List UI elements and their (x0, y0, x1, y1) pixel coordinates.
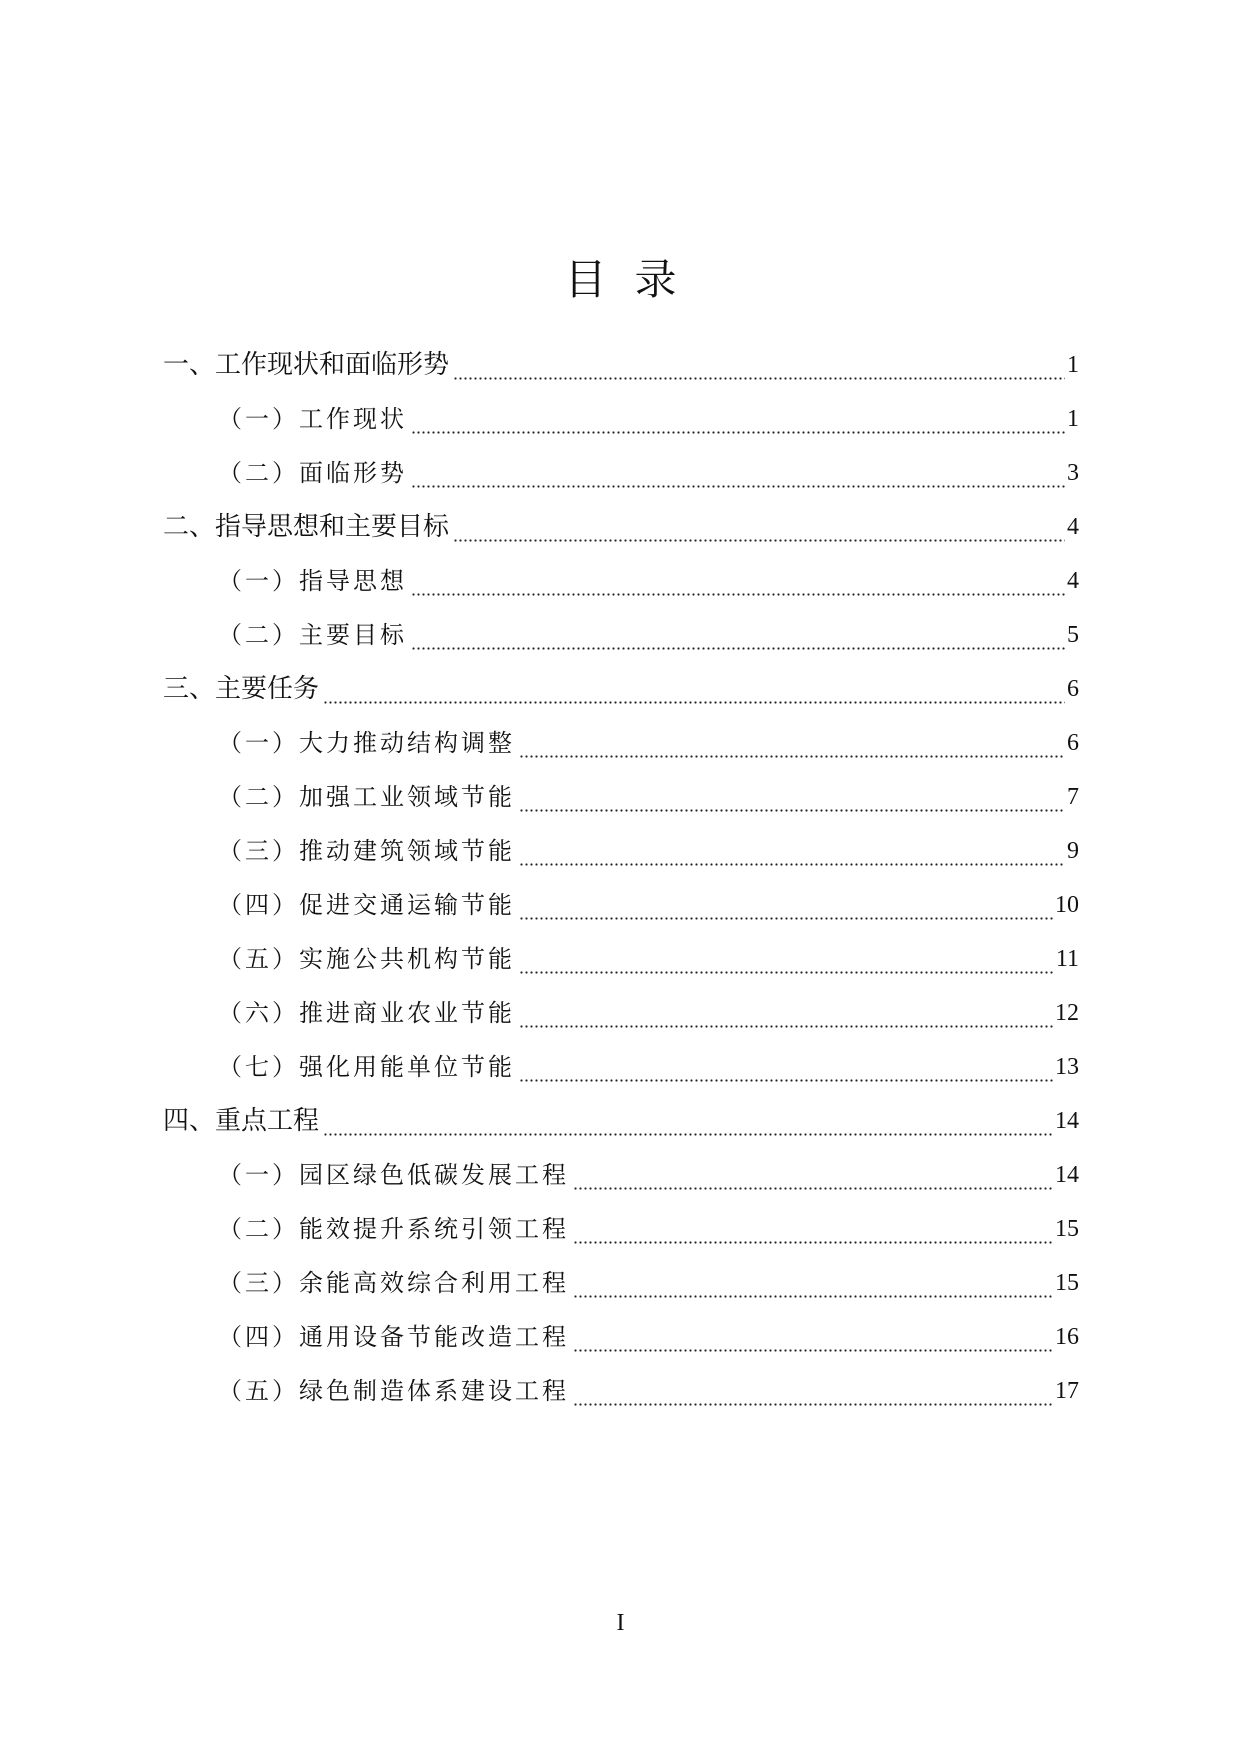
toc-entry-label: （五）实施公共机构节能 (218, 945, 515, 973)
toc-section-entry (218, 453, 1079, 493)
toc-entry-page-number: 15 (1055, 1216, 1079, 1242)
toc-dot-leader (411, 453, 1065, 493)
toc-entry-page-number: 1 (1067, 406, 1079, 432)
toc-section-entry (218, 993, 1079, 1033)
toc-dot-leader (323, 1101, 1053, 1141)
toc-entry-label: （二）能效提升系统引领工程 (218, 1215, 569, 1243)
toc-entry-label: （五）绿色制造体系建设工程 (218, 1377, 569, 1405)
toc-entry-page-number: 13 (1055, 1054, 1079, 1080)
toc-entry-page-number: 6 (1067, 676, 1079, 702)
toc-dot-leader (411, 615, 1065, 655)
toc-entry-page-number: 10 (1055, 892, 1079, 918)
toc-entry-page-number: 5 (1067, 622, 1079, 648)
toc-section-entry (218, 777, 1079, 817)
toc-entry-page-number: 9 (1067, 838, 1079, 864)
toc-entry-page-number: 6 (1067, 730, 1079, 756)
toc-entry-label: 一、工作现状和面临形势 (163, 350, 450, 380)
toc-dot-leader (323, 669, 1065, 709)
toc-chapter-entry (163, 669, 1079, 709)
toc-section-entry (218, 831, 1079, 871)
toc-entry-page-number: 16 (1055, 1324, 1079, 1350)
toc-section-entry (218, 1047, 1079, 1087)
toc-section-entry (218, 1263, 1079, 1303)
toc-entry-label: （七）强化用能单位节能 (218, 1053, 515, 1081)
toc-entry-page-number: 1 (1067, 352, 1079, 378)
toc-entry-label: （二）主要目标 (218, 621, 407, 649)
toc-section-entry (218, 615, 1079, 655)
toc-section-entry (218, 561, 1079, 601)
toc-chapter-entry (163, 1101, 1079, 1141)
toc-entry-label: 四、重点工程 (163, 1106, 320, 1136)
toc-entry-label: 三、主要任务 (163, 674, 320, 704)
toc-entry-label: （二）面临形势 (218, 459, 407, 487)
toc-dot-leader (573, 1155, 1053, 1195)
toc-chapter-entry (163, 345, 1079, 385)
toc-dot-leader (573, 1263, 1053, 1303)
toc-section-entry (218, 1209, 1079, 1249)
toc-dot-leader (519, 993, 1053, 1033)
toc-entry-label: （一）指导思想 (218, 567, 407, 595)
toc-section-entry (218, 885, 1079, 925)
toc-section-entry (218, 1317, 1079, 1357)
toc-entry-page-number: 11 (1055, 946, 1079, 972)
toc-dot-leader (573, 1209, 1053, 1249)
toc-dot-leader (411, 399, 1065, 439)
toc-section-entry (218, 939, 1079, 979)
toc-entry-page-number: 12 (1055, 1000, 1079, 1026)
toc-dot-leader (411, 561, 1065, 601)
toc-chapter-entry (163, 507, 1079, 547)
toc-entry-page-number: 4 (1067, 568, 1079, 594)
toc-dot-leader (519, 1047, 1053, 1087)
toc-entry-page-number: 15 (1055, 1270, 1079, 1296)
toc-dot-leader (453, 345, 1065, 385)
toc-entry-page-number: 14 (1055, 1162, 1079, 1188)
toc-entry-page-number: 4 (1067, 514, 1079, 540)
toc-dot-leader (453, 507, 1065, 547)
toc-entry-label: （四）促进交通运输节能 (218, 891, 515, 919)
toc-section-entry (218, 723, 1079, 763)
toc-entry-label: （三）推动建筑领域节能 (218, 837, 515, 865)
toc-entry-label: （二）加强工业领域节能 (218, 783, 515, 811)
toc-section-entry (218, 1155, 1079, 1195)
toc-dot-leader (519, 939, 1054, 979)
toc-entry-label: （一）园区绿色低碳发展工程 (218, 1161, 569, 1189)
toc-entry-page-number: 3 (1067, 460, 1079, 486)
toc-dot-leader (573, 1371, 1053, 1411)
toc-dot-leader (519, 831, 1065, 871)
toc-entry-label: （三）余能高效综合利用工程 (218, 1269, 569, 1297)
toc-entry-label: （一）大力推动结构调整 (218, 729, 515, 757)
toc-entry-label: 二、指导思想和主要目标 (163, 512, 450, 542)
toc-section-entry (218, 1371, 1079, 1411)
page-title: 目录 (564, 255, 705, 304)
page-number: I (616, 1610, 625, 1636)
toc-dot-leader (519, 723, 1065, 763)
toc-section-entry (218, 399, 1079, 439)
toc-entry-page-number: 17 (1055, 1378, 1079, 1404)
toc-entry-label: （六）推进商业农业节能 (218, 999, 515, 1027)
toc-entry-page-number: 7 (1067, 784, 1079, 810)
toc-dot-leader (573, 1317, 1053, 1357)
toc-entry-page-number: 14 (1055, 1108, 1079, 1134)
toc-entry-label: （一）工作现状 (218, 405, 407, 433)
toc-dot-leader (519, 885, 1053, 925)
toc-dot-leader (519, 777, 1065, 817)
toc-entry-label: （四）通用设备节能改造工程 (218, 1323, 569, 1351)
